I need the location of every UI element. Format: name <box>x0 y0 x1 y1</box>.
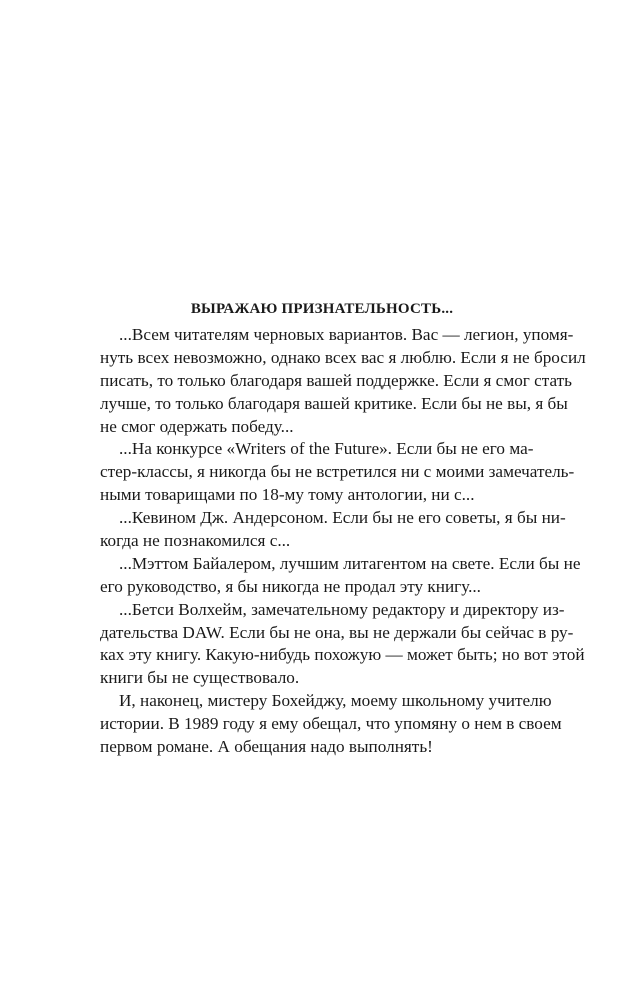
text-line: И, наконец, мистеру Бохейджу, моему школьному учителю <box>119 691 552 711</box>
text-line: ...На конкурсе «Writers of the Future». Если бы не его ма- <box>119 439 534 459</box>
paragraph-agent <box>100 553 581 599</box>
text-line: не смог одержать победу... <box>100 416 294 436</box>
text-line: ...Кевином Дж. Андерсоном. Если бы не его советы, я бы ни- <box>119 508 566 528</box>
text-line: ными товарищами по 18-му тому антологии, ни с... <box>100 485 475 505</box>
page-heading: ВЫРАЖАЮ ПРИЗНАТЕЛЬНОСТЬ... <box>190 301 454 317</box>
text-line: лучше, то только благодаря вашей критике. Если бы не вы, я бы <box>100 393 568 413</box>
text-line: писать, то только благодаря вашей поддержке. Если я смог стать <box>100 370 573 390</box>
paragraph-contest <box>100 438 575 507</box>
text-line: первом романе. А обещания надо выполнять! <box>100 737 433 757</box>
text-line: ках эту книгу. Какую-нибудь похожую — может быть; но вот этой <box>100 645 585 665</box>
text-line: ...Бетси Волхейм, замечательному редактору и директору из- <box>119 599 565 619</box>
text-line: его руководство, я бы никогда не продал эту книгу... <box>100 576 481 596</box>
text-line: книги бы не существовало. <box>100 668 300 688</box>
text-line: когда не познакомился с... <box>100 531 291 551</box>
acknowledgements-text <box>100 324 586 759</box>
text-line: истории. В 1989 году я ему обещал, что упомяну о нем в своем <box>100 714 562 734</box>
text-line: ...Всем читателям черновых вариантов. Вас — легион, упомя- <box>119 325 574 344</box>
text-line: стер-классы, я никогда бы не встретился ни с моими замечатель- <box>100 462 575 482</box>
paragraph-readers <box>100 324 586 438</box>
paragraph-anderson <box>100 507 566 553</box>
paragraph-teacher <box>100 690 562 759</box>
text-line: ...Мэттом Байалером, лучшим литагентом на свете. Если бы не <box>119 553 581 573</box>
text-line: дательства DAW. Если бы не она, вы не держали бы сейчас в ру- <box>100 622 574 642</box>
text-line: нуть всех невозможно, однако всех вас я люблю. Если я не бросил <box>100 347 586 367</box>
paragraph-editor <box>100 599 585 691</box>
